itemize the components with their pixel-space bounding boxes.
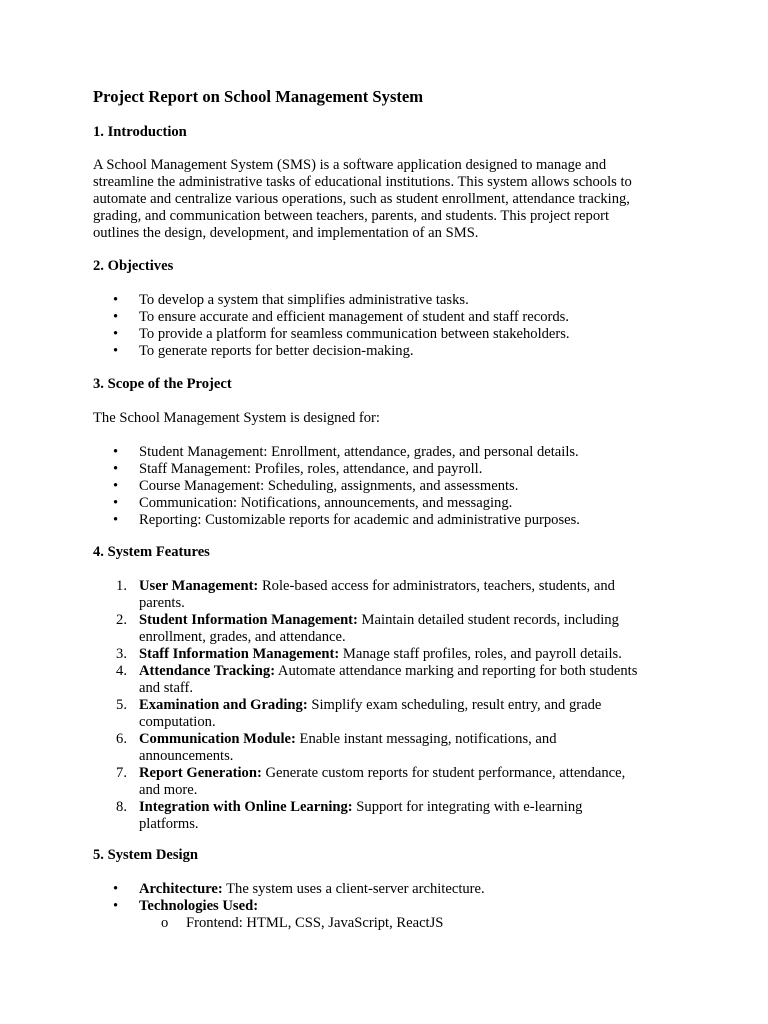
- heading-scope: 3. Scope of the Project: [93, 376, 232, 392]
- list-item: 3. Staff Information Management: Manage staff profiles, roles, and payroll details.: [116, 646, 622, 662]
- list-item: 4. Attendance Tracking: Automate attendance marking and reporting for both students and staff.: [116, 663, 638, 696]
- list-item: • Communication: Notifications, announcements, and messaging.: [113, 495, 513, 511]
- heading-objectives: 2. Objectives: [93, 258, 174, 274]
- scope-list: [93, 444, 580, 529]
- bullet-icon: •: [113, 898, 119, 914]
- list-item: • To generate reports for better decision-making.: [113, 343, 414, 359]
- bullet-icon: •: [113, 512, 119, 528]
- scope-intro: The School Management System is designed for:: [93, 410, 380, 426]
- intro-line: A School Management System (SMS) is a software application designed to manage and: [93, 157, 607, 173]
- list-item: 8. Integration with Online Learning: Support for integrating with e-learning platforms.: [116, 799, 583, 832]
- bullet-icon: •: [113, 292, 119, 308]
- intro-line: streamline the administrative tasks of educational institutions. This system allows schools to: [93, 174, 632, 190]
- bullet-icon: •: [113, 343, 119, 359]
- list-item: o Frontend: HTML, CSS, JavaScript, ReactJS: [161, 915, 444, 931]
- bullet-icon: •: [113, 461, 119, 477]
- heading-features: 4. System Features: [93, 544, 210, 560]
- list-item: 1. User Management: Role-based access for administrators, teachers, students, and parents.: [116, 578, 615, 611]
- list-item: • Technologies Used:: [113, 898, 259, 914]
- list-item: 6. Communication Module: Enable instant messaging, notifications, and announcements.: [116, 731, 557, 764]
- list-item: • Architecture: The system uses a client-server architecture.: [113, 881, 485, 897]
- circle-bullet-icon: o: [161, 915, 169, 931]
- bullet-icon: •: [113, 444, 119, 460]
- list-item: 2. Student Information Management: Maintain detailed student records, including enrollment, grades, and attendance.: [116, 612, 619, 645]
- list-item: • Student Management: Enrollment, attendance, grades, and personal details.: [113, 444, 579, 460]
- bullet-icon: •: [113, 326, 119, 342]
- bullet-icon: •: [113, 881, 119, 897]
- list-item: • To provide a platform for seamless communication between stakeholders.: [113, 326, 570, 342]
- heading-design: 5. System Design: [93, 847, 198, 863]
- list-item: 7. Report Generation: Generate custom reports for student performance, attendance, and more.: [116, 765, 626, 798]
- list-item: • To ensure accurate and efficient management of student and staff records.: [113, 309, 569, 325]
- heading-introduction: 1. Introduction: [93, 124, 187, 140]
- features-list: [93, 578, 637, 833]
- design-list: [93, 881, 485, 915]
- bullet-icon: •: [113, 309, 119, 325]
- bullet-icon: •: [113, 495, 119, 511]
- objectives-list: [93, 292, 570, 360]
- introduction-paragraph: [93, 157, 678, 242]
- document-title: Project Report on School Management System: [93, 87, 424, 106]
- list-item: • Staff Management: Profiles, roles, attendance, and payroll.: [113, 461, 483, 477]
- list-item: • Reporting: Customizable reports for academic and administrative purposes.: [113, 512, 580, 528]
- list-item: • Course Management: Scheduling, assignments, and assessments.: [113, 478, 519, 494]
- intro-line: automate and centralize various operations, such as student enrollment, attendance tracking,: [93, 191, 630, 207]
- bullet-icon: •: [113, 478, 119, 494]
- intro-line: grading, and communication between teachers, parents, and students. This project report: [93, 208, 610, 224]
- technologies-list: [93, 915, 443, 932]
- intro-line: outlines the design, development, and implementation of an SMS.: [93, 225, 479, 241]
- list-item: 5. Examination and Grading: Simplify exam scheduling, result entry, and grade computation.: [116, 697, 602, 730]
- list-item: • To develop a system that simplifies administrative tasks.: [113, 292, 469, 308]
